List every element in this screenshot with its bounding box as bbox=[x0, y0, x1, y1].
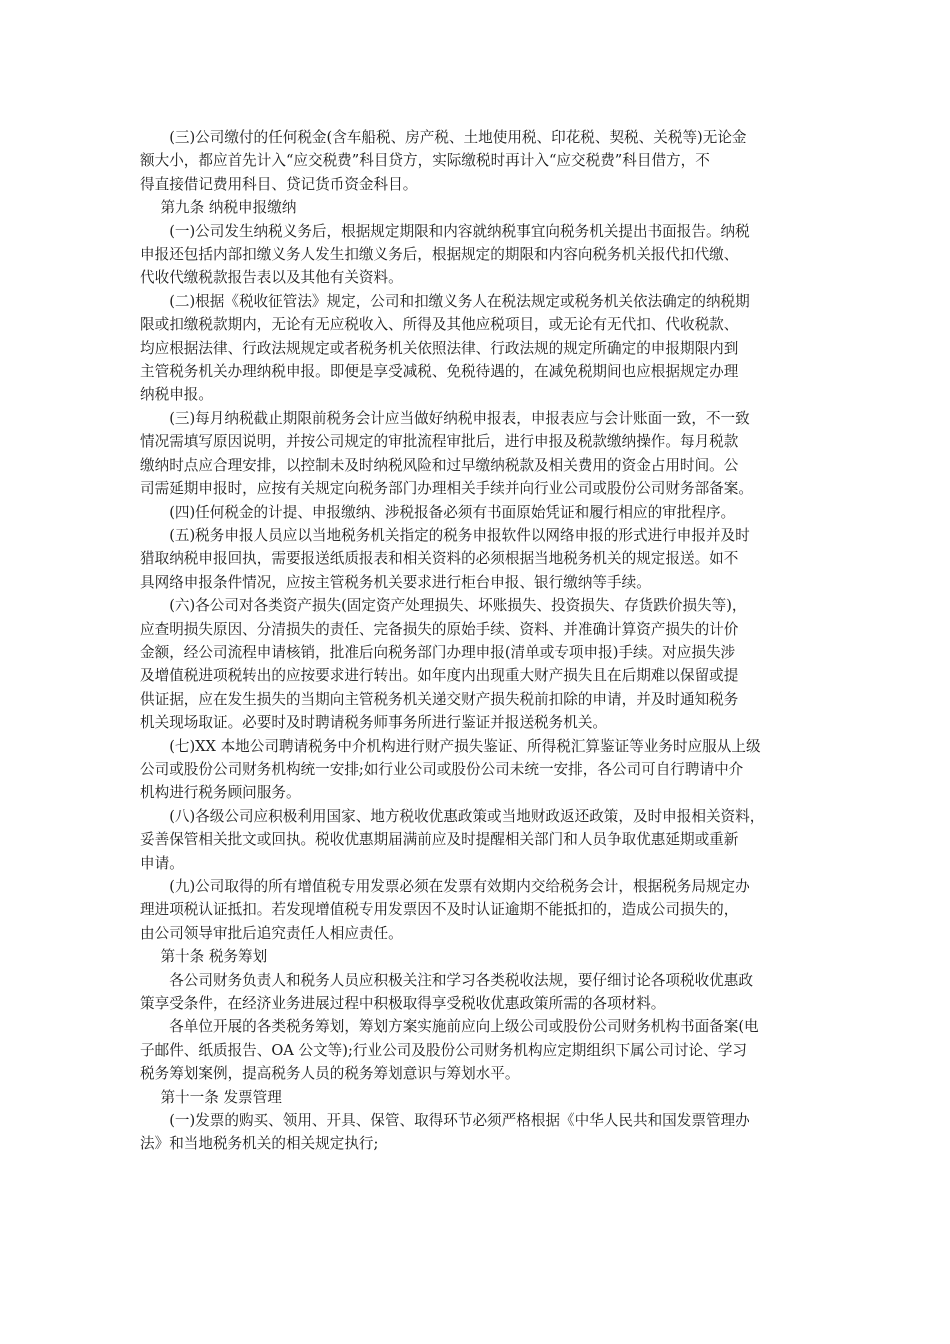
text-line: 情况需填写原因说明，并按公司规定的审批流程审批后，进行申报及税款缴纳操作。每月税款 bbox=[140, 433, 739, 451]
paragraph bbox=[140, 735, 820, 805]
text-line: 法》和当地税务机关的相关规定执行; bbox=[140, 1135, 379, 1153]
text-line: 缴纳时点应合理安排，以控制未及时纳税风险和过早缴纳税款及相关费用的资金占用时间。公 bbox=[140, 456, 739, 474]
text-line: 申报还包括内部扣缴义务人发生扣缴义务后，根据规定的期限和内容向税务机关报代扣代缴、 bbox=[140, 246, 739, 264]
paragraph bbox=[140, 594, 820, 734]
text-line: 均应根据法律、行政法规规定或者税务机关依照法律、行政法规的规定所确定的申报期限内到 bbox=[140, 339, 739, 357]
text-line: 司需延期申报时，应按有关规定向税务部门办理相关手续并向行业公司或股份公司财务部备案。 bbox=[140, 480, 753, 498]
text-line: 子邮件、纸质报告、OA 公文等);行业公司及股份公司财务机构应定期组织下属公司讨论、学习 bbox=[140, 1041, 747, 1059]
paragraph bbox=[140, 875, 820, 945]
text-line: 各单位开展的各类税务筹划，筹划方案实施前应向上级公司或股份公司财务机构书面备案(电 bbox=[169, 1018, 759, 1036]
text-line: 税务筹划案例，提高税务人员的税务筹划意识与筹划水平。 bbox=[140, 1065, 520, 1083]
text-line: 额大小，都应首先计入“应交税费”科目贷方，实际缴税时再计入“应交税费”科目借方，不 bbox=[140, 152, 710, 170]
text-line: (二)根据《税收征管法》规定，公司和扣缴义务人在税法规定或税务机关依法确定的纳税期 bbox=[169, 292, 750, 310]
text-line: 由公司领导审批后追究责任人相应责任。 bbox=[140, 924, 403, 942]
text-line: (一)公司发生纳税义务后，根据规定期限和内容就纳税事宜向税务机关提出书面报告。纳税 bbox=[169, 222, 750, 240]
text-line: 金额，经公司流程申请核销，批准后向税务部门办理申报(清单或专项申报)手续。对应损失涉 bbox=[140, 643, 736, 661]
text-line: 妥善保管相关批文或回执。税收优惠期届满前应及时提醒相关部门和人员争取优惠延期或重新 bbox=[140, 831, 739, 849]
text-line: (六)各公司对各类资产损失(固定资产处理损失、坏账损失、投资损失、存货跌价损失等)， bbox=[169, 597, 747, 615]
section-heading bbox=[140, 945, 820, 968]
paragraph bbox=[140, 1015, 820, 1085]
paragraph bbox=[140, 407, 820, 501]
text-line: 第十条 税务筹划 bbox=[160, 948, 268, 966]
paragraph bbox=[140, 524, 820, 594]
text-line: (九)公司取得的所有增值税专用发票必须在发票有效期内交给税务会计，根据税务局规定办 bbox=[169, 878, 750, 895]
text-line: 机关现场取证。必要时及时聘请税务师事务所进行鉴证并报送税务机关。 bbox=[140, 714, 608, 732]
text-line: (一)发票的购买、领用、开具、保管、取得环节必须严格根据《中华人民共和国发票管理办 bbox=[169, 1112, 750, 1130]
text-line: 公司或股份公司财务机构统一安排;如行业公司或股份公司未统一安排，各公司可自行聘请中介 bbox=[140, 760, 744, 778]
text-line: 理进项税认证抵扣。若发现增值税专用发票因不及时认证逾期不能抵扣的，造成公司损失的， bbox=[140, 901, 739, 919]
text-line: (三)公司缴付的任何税金(含车船税、房产税、土地使用税、印花税、契税、关税等)无论金 bbox=[169, 129, 747, 146]
text-line: 主管税务机关办理纳税申报。即便是享受减税、免税待遇的，在减免税期间也应根据规定办理 bbox=[140, 363, 739, 381]
document-body bbox=[140, 126, 820, 1156]
text-line: 第九条 纳税申报缴纳 bbox=[160, 199, 297, 217]
text-line: (四)任何税金的计提、申报缴纳、涉税报备必须有书面原始凭证和履行相应的审批程序。 bbox=[169, 503, 736, 521]
section-heading bbox=[140, 196, 820, 219]
paragraph bbox=[140, 220, 820, 290]
section-heading bbox=[140, 1086, 820, 1109]
text-line: 得直接借记费用科目、贷记货币资金科目。 bbox=[140, 175, 418, 193]
text-line: 具网络申报条件情况，应按主管税务机关要求进行柜台申报、银行缴纳等手续。 bbox=[140, 573, 651, 591]
text-line: 代收代缴税款报告表以及其他有关资料。 bbox=[140, 269, 403, 287]
text-line: 猎取纳税申报回执，需要报送纸质报表和相关资料的必须根据当地税务机关的规定报送。如不 bbox=[140, 550, 739, 568]
text-line: 应查明损失原因、分清损失的责任、完备损失的原始手续、资料、并准确计算资产损失的计价 bbox=[140, 620, 739, 638]
text-line: 及增值税进项税转出的应按要求进行转出。如年度内出现重大财产损失且在后期难以保留或提 bbox=[140, 667, 739, 685]
text-line: 纳税申报。 bbox=[140, 386, 213, 404]
paragraph bbox=[140, 805, 820, 875]
text-line: 各公司财务负责人和税务人员应积极关注和学习各类税收法规，要仔细讨论各项税收优惠政 bbox=[169, 971, 753, 989]
text-line: 限或扣缴税款期内，无论有无应税收入、所得及其他应税项目，或无论有无代扣、代收税款、 bbox=[140, 316, 739, 334]
text-line: 第十一条 发票管理 bbox=[160, 1088, 282, 1106]
paragraph bbox=[140, 126, 820, 196]
text-line: 申请。 bbox=[140, 854, 184, 872]
text-line: (八)各级公司应积极利用国家、地方税收优惠政策或当地财政返还政策，及时申报相关资料， bbox=[169, 807, 765, 825]
paragraph bbox=[140, 501, 820, 524]
paragraph bbox=[140, 1109, 820, 1156]
text-line: (七)XX 本地公司聘请税务中介机构进行财产损失鉴证、所得税汇算鉴证等业务时应服从上级 bbox=[169, 737, 761, 755]
text-line: 机构进行税务顾问服务。 bbox=[140, 784, 301, 802]
paragraph bbox=[140, 969, 820, 1016]
text-line: (五)税务申报人员应以当地税务机关指定的税务申报软件以网络申报的形式进行申报并及时 bbox=[169, 526, 750, 544]
text-line: 策享受条件，在经济业务进展过程中积极取得享受税收优惠政策所需的各项材料。 bbox=[140, 995, 666, 1013]
paragraph bbox=[140, 290, 820, 407]
text-line: 供证据，应在发生损失的当期向主管税务机关递交财产损失税前扣除的申请，并及时通知税务 bbox=[140, 690, 739, 708]
text-line: (三)每月纳税截止期限前税务会计应当做好纳税申报表，申报表应与会计账面一致，不一致 bbox=[169, 409, 750, 427]
